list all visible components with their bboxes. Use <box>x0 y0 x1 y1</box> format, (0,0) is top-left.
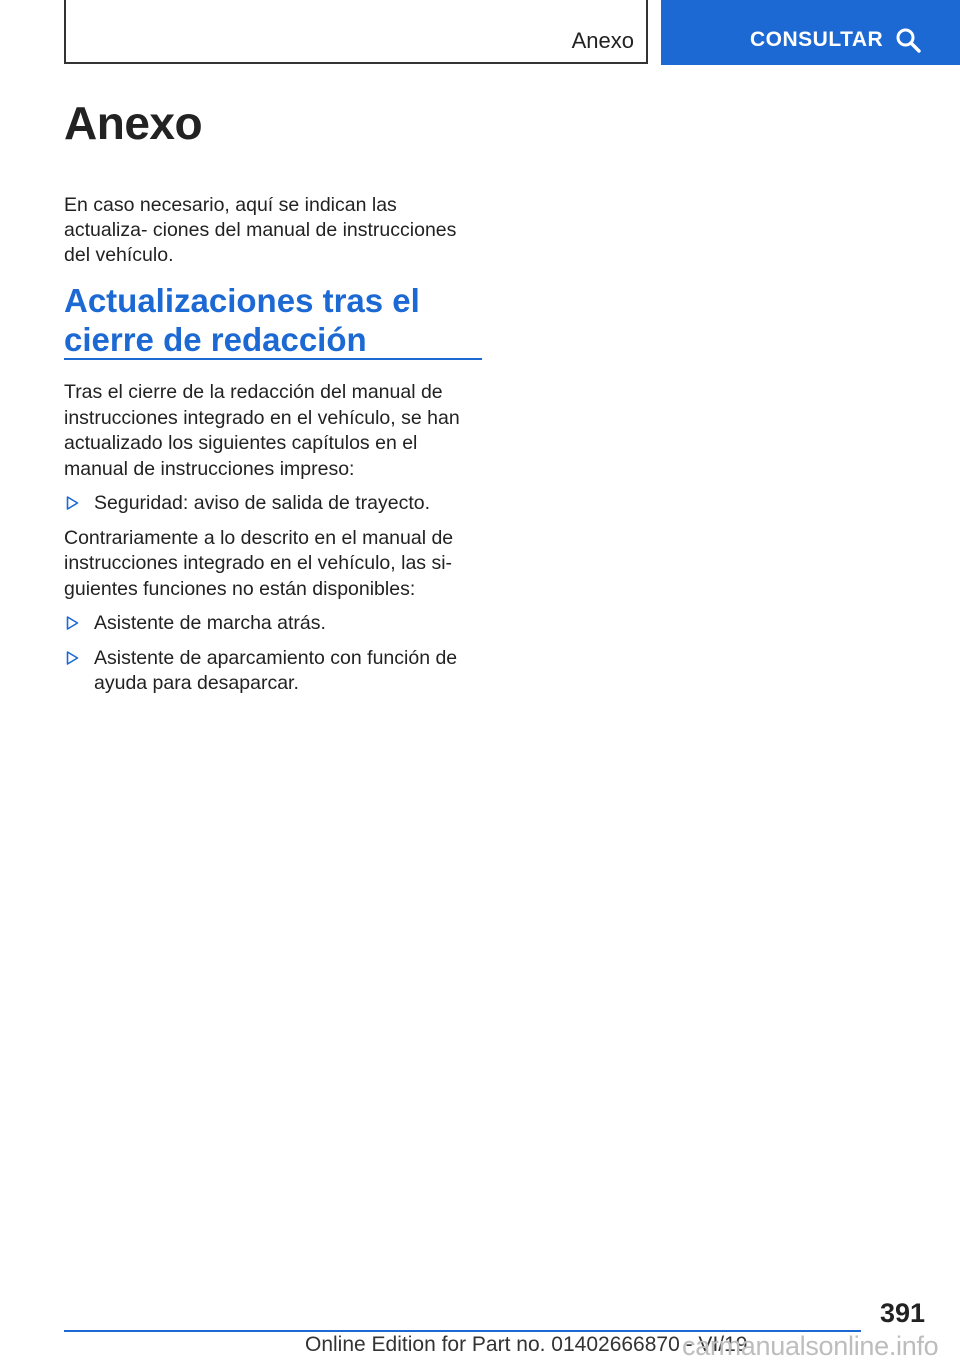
search-icon <box>895 27 921 53</box>
watermark: carmanualsonline.info <box>682 1331 939 1361</box>
list-item-text: Seguridad: aviso de salida de trayecto. <box>94 492 431 514</box>
list-item-text: Asistente de aparcamiento con función de ayuda para desaparcar. <box>94 646 458 694</box>
body-paragraph: Tras el cierre de la redacción del manual de instrucciones integrado en el vehículo, se han actualizado los siguientes capítulos en el manual de instrucciones impreso: <box>64 381 460 480</box>
triangle-right-icon <box>66 614 79 632</box>
page-number: 391 <box>879 1298 925 1328</box>
consult-label: CONSULTAR <box>750 28 884 51</box>
header-section-label: Anexo <box>571 28 634 53</box>
footer-edition: Online Edition for Part no. 01402666870 - VI/19 <box>305 1333 748 1356</box>
list-item <box>64 491 484 517</box>
updated-chapters-list <box>64 491 484 517</box>
body-paragraph: Contrariamente a lo descrito en el manual de instrucciones integrado en el vehículo, las si- guientes funciones no están disponibles: <box>64 526 454 600</box>
consult-button[interactable] <box>661 0 960 65</box>
section-divider <box>64 358 482 360</box>
list-item-text: Asistente de marcha atrás. <box>94 612 326 634</box>
header-section-tab <box>64 0 648 64</box>
page-title: Anexo <box>64 97 203 149</box>
triangle-right-icon <box>66 649 79 667</box>
list-item <box>64 646 484 697</box>
list-item <box>64 611 484 637</box>
triangle-right-icon <box>66 494 79 512</box>
unavailable-functions-list <box>64 611 484 697</box>
section-body <box>64 380 484 706</box>
intro-paragraph: En caso necesario, aquí se indican las actualiza- ciones del manual de instrucciones del vehículo. <box>64 194 457 266</box>
section-heading: Actualizaciones tras el cierre de redacción <box>64 282 420 358</box>
